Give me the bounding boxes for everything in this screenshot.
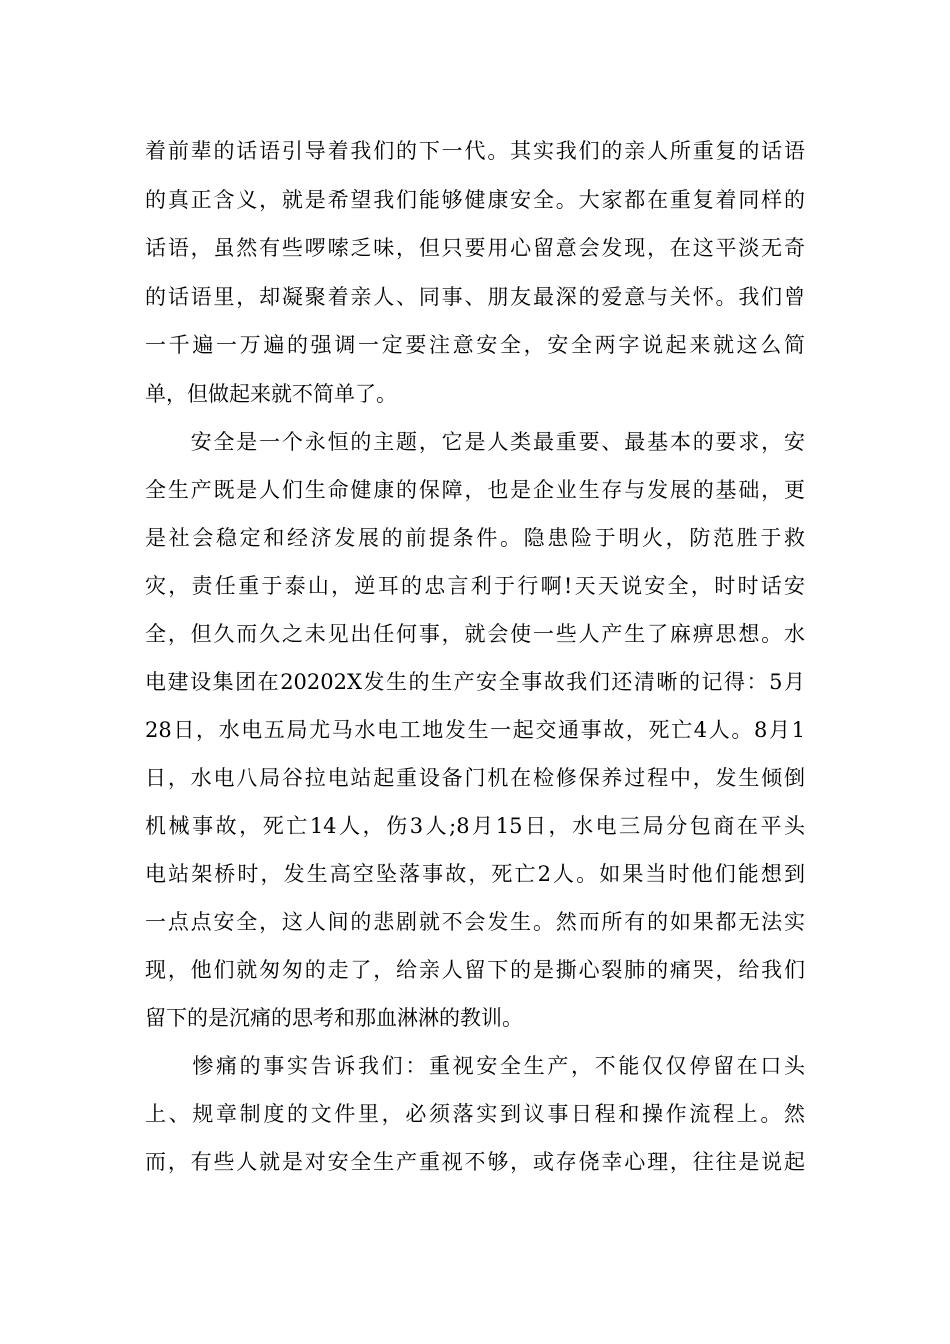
text-line: 而，有些人就是对安全生产重视不够，或存侥幸心理，往往是说起 [145,1150,805,1174]
text-line: 电建设集团在20202X发生的生产安全事故我们还清晰的记得：5月 [145,670,805,694]
text-line: 着前辈的话语引导着我们的下一代。其实我们的亲人所重复的话语 [145,139,805,163]
text-line: 灾，责任重于泰山，逆耳的忠言利于行啊!天天说安全，时时话安 [145,574,805,598]
text-line: 28日，水电五局尤马水电工地发生一起交通事故，死亡4人。8月1 [145,718,805,742]
text-line: 机械事故，死亡14人，伤3人;8月15日，水电三局分包商在平头 [145,814,805,838]
text-line: 留下的是沉痛的思考和那血淋淋的教训。 [145,1006,523,1030]
text-line: 一千遍一万遍的强调一定要注意安全，安全两字说起来就这么简 [145,333,805,357]
text-line: 电站架桥时，发生高空坠落事故，死亡2人。如果当时他们能想到 [145,862,805,886]
text-line: 现，他们就匆匆的走了，给亲人留下的是撕心裂肺的痛哭，给我们 [145,958,805,982]
text-line: 话语，虽然有些啰嗦乏味，但只要用心留意会发现，在这平淡无奇 [145,236,805,260]
text-line: 单，但做起来就不简单了。 [145,382,397,406]
text-line: 日，水电八局谷拉电站起重设备门机在检修保养过程中，发生倾倒 [145,766,805,790]
text-line: 的真正含义，就是希望我们能够健康安全。大家都在重复着同样的 [145,188,805,212]
text-line: 的话语里，却凝聚着亲人、同事、朋友最深的爱意与关怀。我们曾 [145,285,805,309]
text-line: 全生产既是人们生命健康的保障，也是企业生存与发展的基础，更 [145,478,805,502]
text-line: 安全是一个永恒的主题，它是人类最重要、最基本的要求，安 [145,430,805,454]
text-line: 一点点安全，这人间的悲剧就不会发生。然而所有的如果都无法实 [145,910,805,934]
text-line: 惨痛的事实告诉我们：重视安全生产，不能仅仅停留在口头 [145,1054,805,1078]
text-line: 是社会稳定和经济发展的前提条件。隐患险于明火，防范胜于救 [145,526,805,550]
text-line: 上、规章制度的文件里，必须落实到议事日程和操作流程上。然 [145,1102,805,1126]
text-line: 全，但久而久之未见出任何事，就会使一些人产生了麻痹思想。水 [145,622,805,646]
